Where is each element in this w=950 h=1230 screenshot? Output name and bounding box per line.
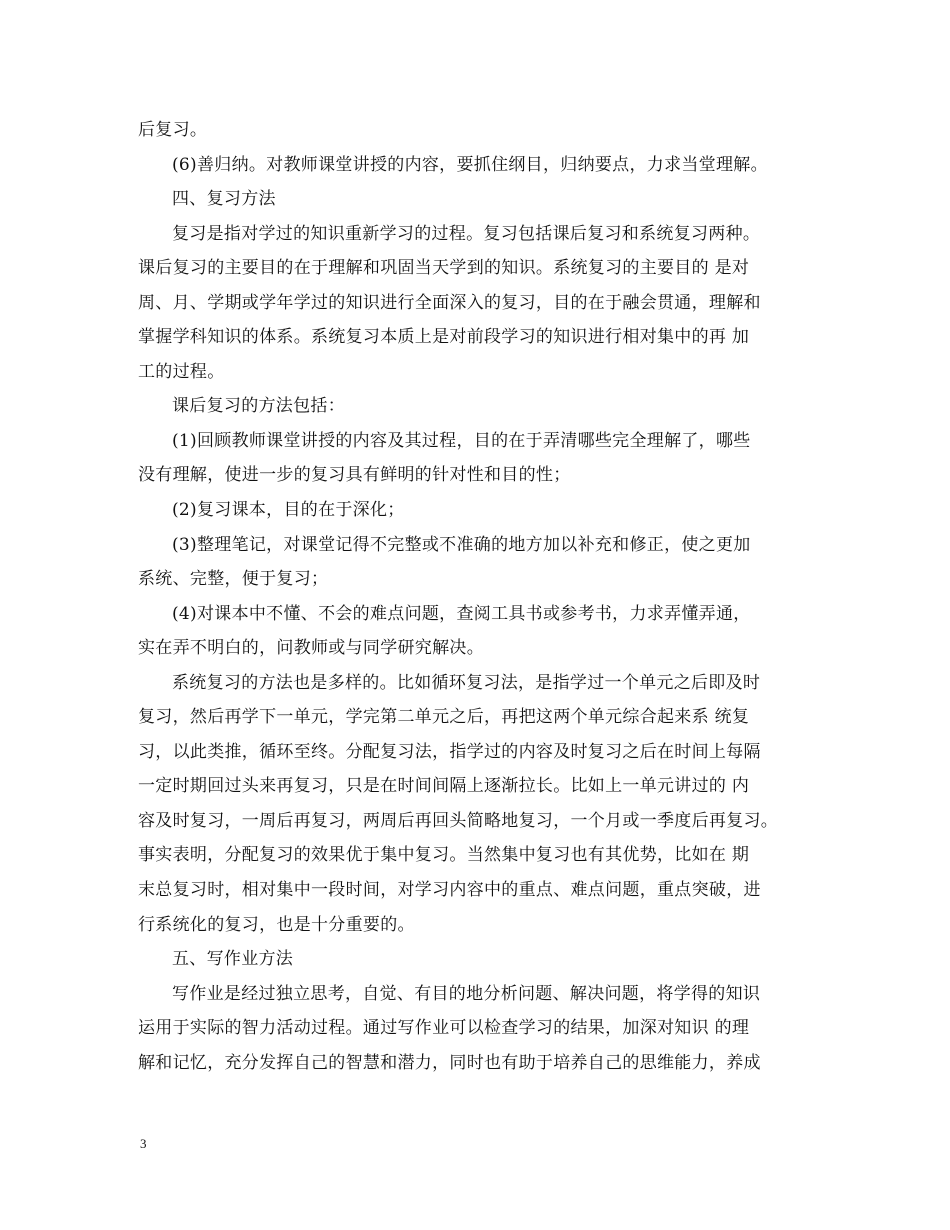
text-line: 末总复习时，相对集中一段时间，对学习内容中的重点、难点问题，重点突破，进	[138, 880, 761, 901]
text-line: (6)善归纳。对教师课堂讲授的内容，要抓住纲目，归纳要点，力求当堂理解。	[172, 154, 768, 175]
text-line: 运用于实际的智力活动过程。通过写作业可以检查学习的结果，加深对知识 的理	[138, 1018, 750, 1039]
text-line: 行系统化的复习，也是十分重要的。	[138, 914, 415, 935]
text-line: 课后复习的主要目的在于理解和巩固当天学到的知识。系统复习的主要目的 是对	[138, 258, 750, 279]
text-line: 课后复习的方法包括：	[172, 396, 345, 417]
text-line: 复习，然后再学下一单元，学完第二单元之后，再把这两个单元综合起来系 统复	[138, 707, 750, 728]
text-line: 系统复习的方法也是多样的。比如循环复习法，是指学过一个单元之后即及时	[172, 672, 761, 693]
text-line: (4)对课本中不懂、不会的难点问题，查阅工具书或参考书，力求弄懂弄通，	[172, 603, 751, 624]
text-line: 解和记忆，充分发挥自己的智慧和潜力，同时也有助于培养自己的思维能力，养成	[138, 1052, 761, 1073]
text-line: 容及时复习，一周后再复习，两周后再回头简略地复习，一个月或一季度后再复习。	[138, 810, 779, 831]
text-line: 实在弄不明白的，问教师或与同学研究解决。	[138, 638, 484, 659]
text-line: 掌握学科知识的体系。系统复习本质上是对前段学习的知识进行相对集中的再 加	[138, 327, 750, 348]
page-number: 3	[140, 1136, 147, 1151]
text-line: 工的过程。	[138, 361, 225, 382]
text-line: (3)整理笔记，对课堂记得不完整或不准确的地方加以补充和修正，使之更加	[172, 534, 751, 555]
text-line: (1)回顾教师课堂讲授的内容及其过程，目的在于弄清哪些完全理解了，哪些	[172, 430, 751, 451]
text-line: 一定时期回过头来再复习，只是在时间间隔上逐渐拉长。比如上一单元讲过的 内	[138, 776, 750, 797]
section-heading: 四、复习方法	[172, 189, 276, 210]
text-line: (2)复习课本，目的在于深化；	[172, 500, 405, 521]
body-text	[138, 113, 818, 1080]
text-line: 写作业是经过独立思考，自觉、有目的地分析问题、解决问题，将学得的知识	[172, 983, 761, 1004]
text-line: 习，以此类推，循环至终。分配复习法，指学过的内容及时复习之后在时间上每隔	[138, 741, 761, 762]
text-line: 后复习。	[138, 120, 208, 140]
text-line: 系统、完整，便于复习；	[138, 569, 329, 590]
text-line: 没有理解，使进一步的复习具有鲜明的针对性和目的性；	[138, 465, 571, 486]
text-line: 复习是指对学过的知识重新学习的过程。复习包括课后复习和系统复习两种。	[172, 223, 761, 244]
section-heading: 五、写作业方法	[172, 949, 294, 970]
text-line: 周、月、学期或学年学过的知识进行全面深入的复习，目的在于融会贯通，理解和	[138, 292, 761, 313]
text-line: 事实表明，分配复习的效果优于集中复习。当然集中复习也有其优势，比如在 期	[138, 845, 750, 866]
